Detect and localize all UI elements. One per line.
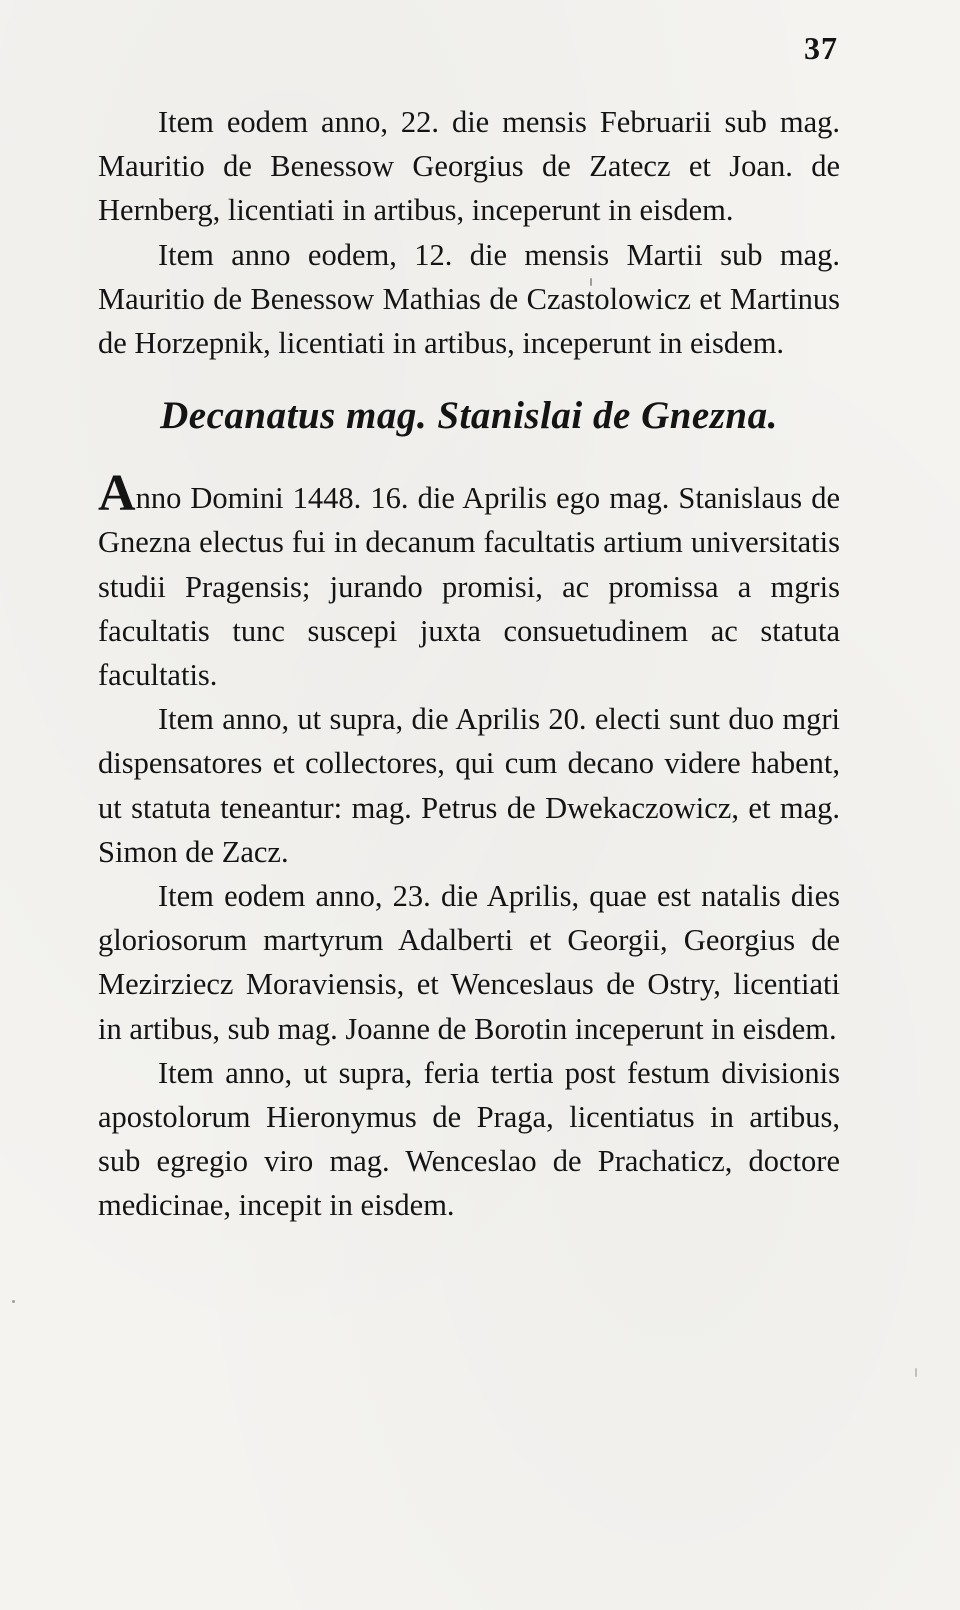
paragraph: Item anno, ut supra, die Aprilis 20. electi sunt duo mgri dispensatores et collectores, qui cum decano videre habent, ut statuta teneantur: mag. Petrus de Dwekaczowicz, et mag. Simon de Zacz. (98, 702, 840, 869)
page-number: 37 (804, 30, 838, 66)
paper-speck (915, 1368, 917, 1377)
paper-speck (590, 278, 592, 286)
paragraph: Item eodem anno, 22. die mensis Februarii sub mag. Mauritio de Benessow Georgius de Zatecz et Joan. de Hernberg, licentiati in artibus, inceperunt in eisdem. (98, 105, 840, 228)
opening-paragraph-text: nno Domini 1448. 16. die Aprilis ego mag. Stanislaus de Gnezna electus fui in decanum facultatis artium universitatis studii Pragensis; jurando promisi, ac promissa a mgris facultatis tunc suscepi juxta consuetudinem ac statuta facultatis. (98, 481, 840, 693)
paragraph: Item anno, ut supra, feria tertia post festum divisionis apostolorum Hieronymus de Praga, licentiatus in artibus, sub egregio viro mag. Wenceslao de Prachaticz, doctore medicinae, incepit in eisdem. (98, 1055, 840, 1223)
paragraph: Item anno eodem, 12. die mensis Martii sub mag. Mauritio de Benessow Mathias de Czastolowicz et Martinus de Horzepnik, licentiati in artibus, inceperunt in eisdem. (98, 237, 840, 361)
paper-speck (12, 1300, 15, 1303)
opening-paragraph (98, 465, 840, 697)
paragraph: Item eodem anno, 23. die Aprilis, quae est natalis dies gloriosorum martyrum Adalberti et Georgii, Georgius de Mezirziecz Moraviensis, et Wenceslaus de Ostry, licentiati in artibus, sub mag. Joanne de Borotin inceperunt in eisdem. (98, 879, 840, 1046)
initial-letter: A (98, 465, 136, 523)
section-heading: Decanatus mag. Stanislai de Gnezna. (160, 394, 778, 438)
page-text (98, 100, 840, 1228)
